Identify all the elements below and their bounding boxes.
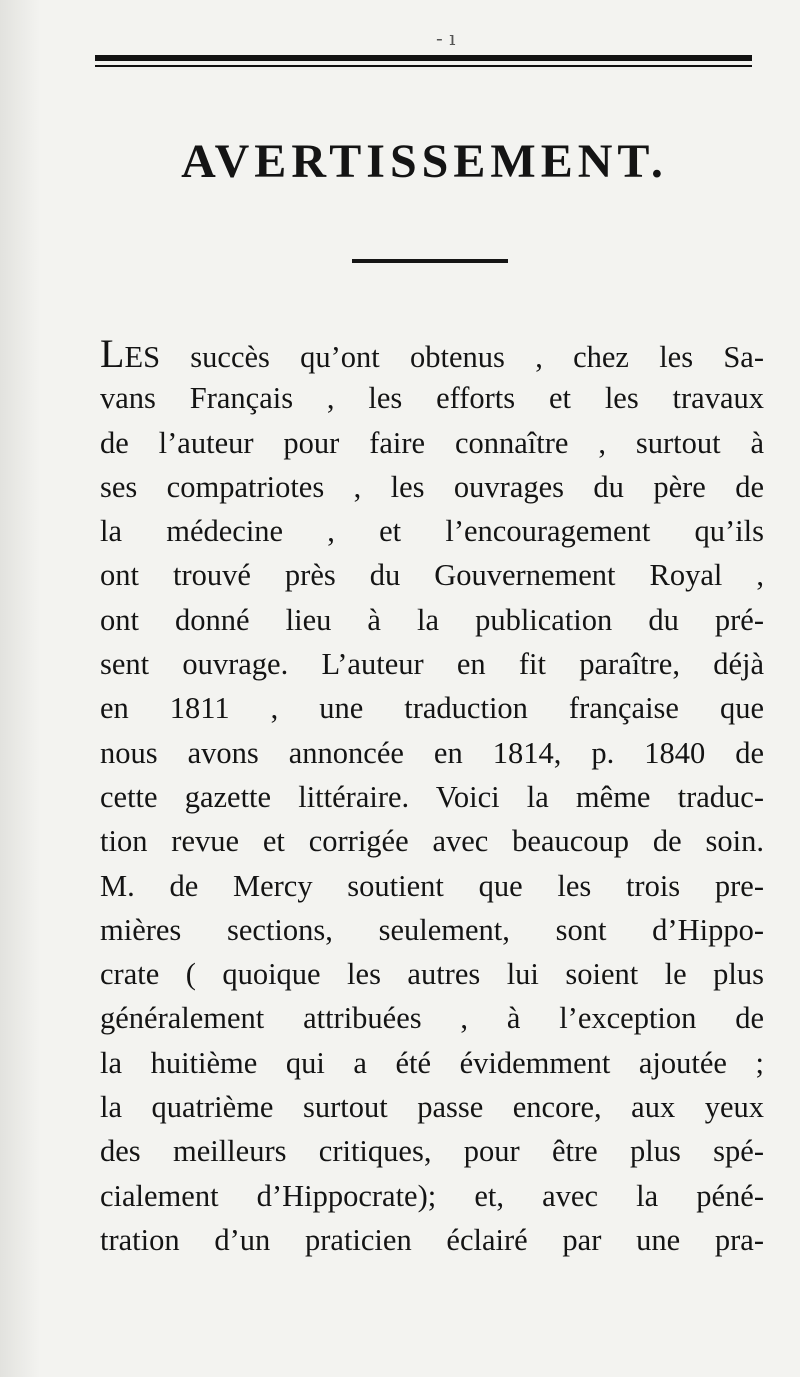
text-line-10: nous avons annoncée en 1814, p. 1840 de [100,735,764,770]
text-line-1-rest: succès qu’ont obtenus , chez les Sa- [160,340,764,374]
text-line-2: vans Français , les efforts et les travaux [100,381,764,416]
text-line-16: généralement attribuées , à l’exception de [100,1001,764,1036]
text-line-3: de l’auteur pour faire connaître , surtout à [100,425,764,460]
text-line-17: la huitième qui a été évidemment ajoutée ; [100,1045,764,1080]
text-line-9: en 1811 , une traduction française que [100,691,764,726]
text-line-1 [100,332,764,376]
text-line-21: tration d’un praticien éclairé par une pra- [100,1222,764,1257]
text-line-6: ont trouvé près du Gouvernement Royal , [100,558,764,593]
top-thin-rule [95,65,752,67]
text-line-12: tion revue et corrigée avec beaucoup de soin. [100,824,764,859]
page-title: AVERTISSEMENT. [181,135,668,188]
header-mark: - ı [436,26,456,50]
text-line-20: cialement d’Hippocrate); et, avec la péné- [100,1178,764,1213]
text-line-14: mières sections, seulement, sont d’Hippo- [100,912,764,947]
text-line-15: crate ( quoique les autres lui soient le plus [100,957,764,992]
top-double-rule [95,55,752,67]
top-thick-rule [95,55,752,61]
text-line-8: sent ouvrage. L’auteur en fit paraître, déjà [100,647,764,682]
text-line-11: cette gazette littéraire. Voici la même traduc- [100,779,764,814]
text-line-18: la quatrième surtout passe encore, aux yeux [100,1090,764,1125]
text-line-5: la médecine , et l’encouragement qu’ils [100,514,764,549]
first-word-rest: ES [124,340,161,374]
title-separator-rule [352,259,508,263]
text-line-13: M. de Mercy soutient que les trois pre- [100,868,764,903]
text-line-4: ses compatriotes , les ouvrages du père de [100,469,764,504]
text-line-19: des meilleurs critiques, pour être plus spé- [100,1134,764,1169]
body-paragraph [100,332,764,1262]
page-edge-shadow [0,0,40,1377]
drop-cap: L [100,331,125,376]
text-line-7: ont donné lieu à la publication du pré- [100,602,764,637]
